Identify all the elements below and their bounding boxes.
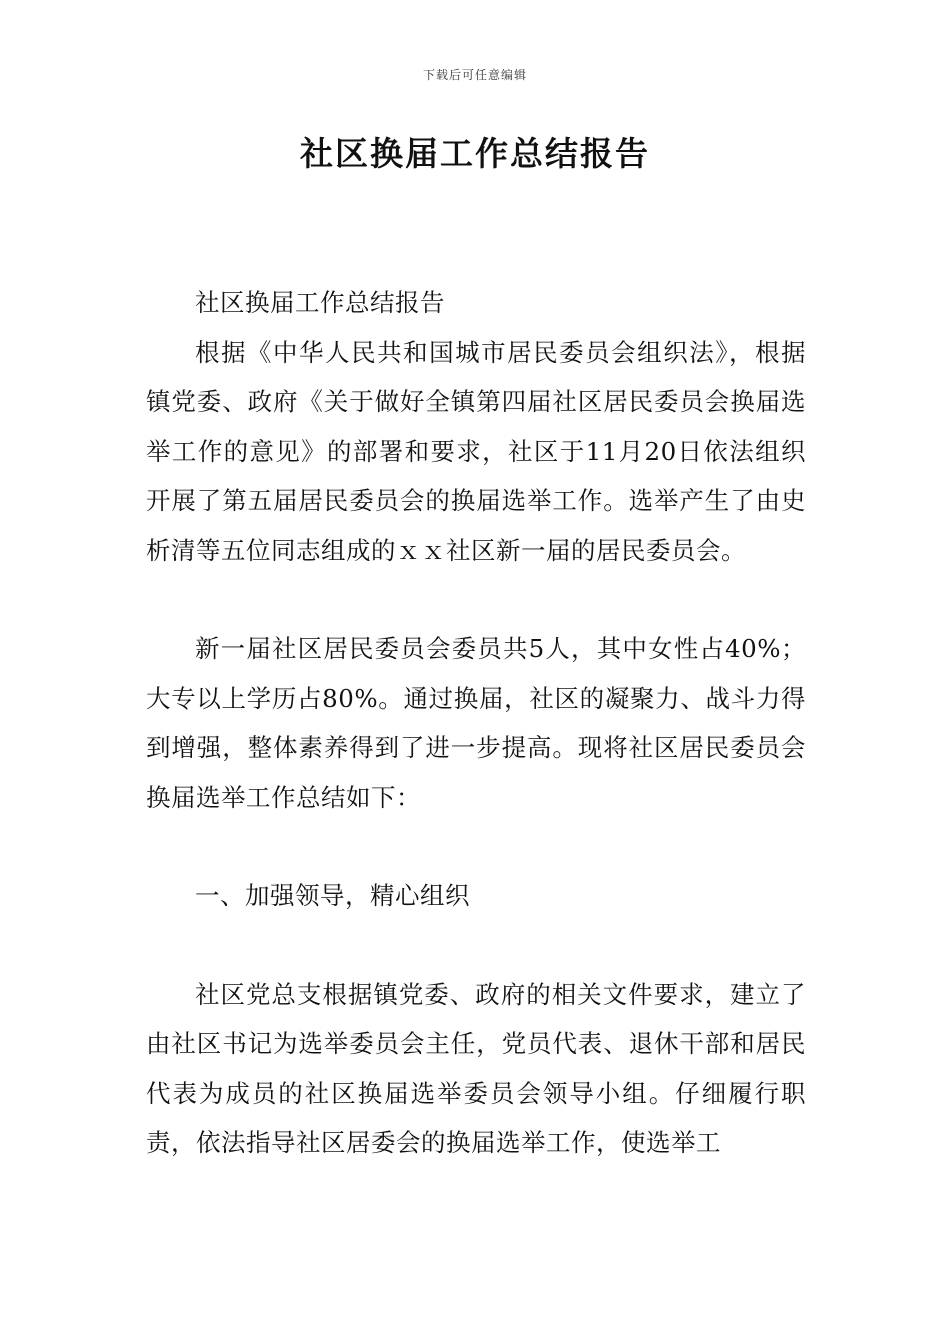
- document-title: 社区换届工作总结报告: [300, 134, 650, 173]
- section-heading-1: 一、加强领导，精心组织: [195, 881, 470, 910]
- document-body: [146, 278, 806, 1168]
- header-note: 下载后可任意编辑: [422, 68, 527, 82]
- paragraph-gap: [146, 575, 806, 624]
- paragraph-intro: 根据《中华人民共和国城市居民委员会组织法》，根据镇党委、政府《关于做好全镇第四届社区居民委员会换届选举工作的意见》的部署和要求，社区于11月20日依法组织开展了第五届居民委员会的换届选举工作。选举产生了由史析清等五位同志组成的ｘｘ社区新一届的居民委员会。: [146, 337, 806, 565]
- paragraph-subtitle: 社区换届工作总结报告: [195, 288, 445, 317]
- paragraph-section-1: 社区党总支根据镇党委、政府的相关文件要求，建立了由社区书记为选举委员会主任，党员代表、退休干部和居民代表为成员的社区换届选举委员会领导小组。仔细履行职责，依法指导社区居委会的换届选举工作，使选举工: [146, 979, 806, 1157]
- paragraph-gap: [146, 822, 806, 871]
- paragraph-committee: 新一届社区居民委员会委员共5人，其中女性占40%；大专以上学历占80%。通过换届，社区的凝聚力、战斗力得到增强，整体素养得到了进一步提高。现将社区居民委员会换届选举工作总结如下：: [146, 634, 806, 812]
- paragraph-gap: [146, 921, 806, 970]
